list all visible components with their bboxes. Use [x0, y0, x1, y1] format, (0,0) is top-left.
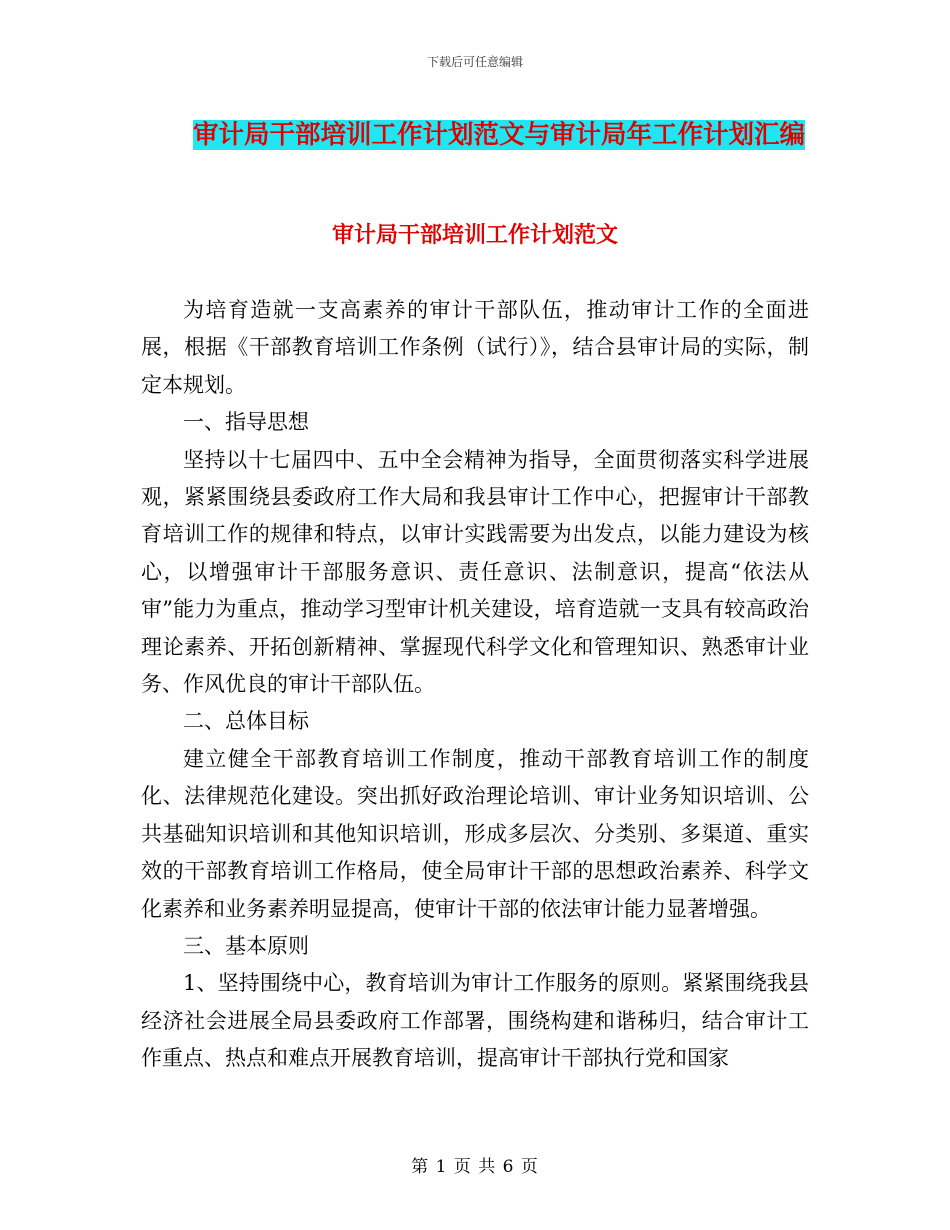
- intro-paragraph: 为培育造就一支高素养的审计干部队伍，推动审计工作的全面进展，根据《干部教育培训工作条例（试行）》，结合县审计局的实际，制定本规划。: [141, 298, 809, 397]
- heading-guiding-ideology: 一、指导思想: [183, 410, 309, 435]
- document-title: [193, 110, 805, 160]
- heading-basic-principles: 三、基本原则: [183, 933, 309, 958]
- overall-goal-paragraph: 建立健全干部教育培训工作制度，推动干部教育培训工作的制度化、法律规范化建设。突出抓好政治理论培训、审计业务知识培训、公共基础知识培训和其他知识培训，形成多层次、分类别、多渠道、重实效的干部教育培训工作格局，使全局审计干部的思想政治素养、科学文化素养和业务素养明显提高，使审计干部的依法审计能力显著增强。: [141, 746, 809, 921]
- document-body: [141, 292, 809, 1078]
- heading-overall-goal: 二、总体目标: [183, 709, 309, 734]
- page-number-footer: 第 1 页 共 6 页: [411, 1157, 539, 1177]
- section-title: 审计局干部培训工作计划范文: [331, 223, 618, 248]
- guiding-ideology-paragraph: 坚持以十七届四中、五中全会精神为指导，全面贯彻落实科学进展观，紧紧围绕县委政府工作大局和我县审计工作中心，把握审计干部教育培训工作的规律和特点，以审计实践需要为出发点，以能力建设为核心，以增强审计干部服务意识、责任意识、法制意识，提高“依法从审”能力为重点，推动学习型审计机关建设，培育造就一支具有较高政治理论素养、开拓创新精神、掌握现代科学文化和管理知识、熟悉审计业务、作风优良的审计干部队伍。: [141, 447, 809, 697]
- header-note: 下载后可任意编辑: [426, 55, 523, 69]
- document-title-highlight: 审计局干部培训工作计划范文与审计局年工作计划汇编: [193, 120, 806, 150]
- principle-1-paragraph: 1、坚持围绕中心，教育培训为审计工作服务的原则。紧紧围绕我县经济社会进展全局县委政府工作部署，围绕构建和谐秭归，结合审计工作重点、热点和难点开展教育培训，提高审计干部执行党和国家: [141, 971, 809, 1071]
